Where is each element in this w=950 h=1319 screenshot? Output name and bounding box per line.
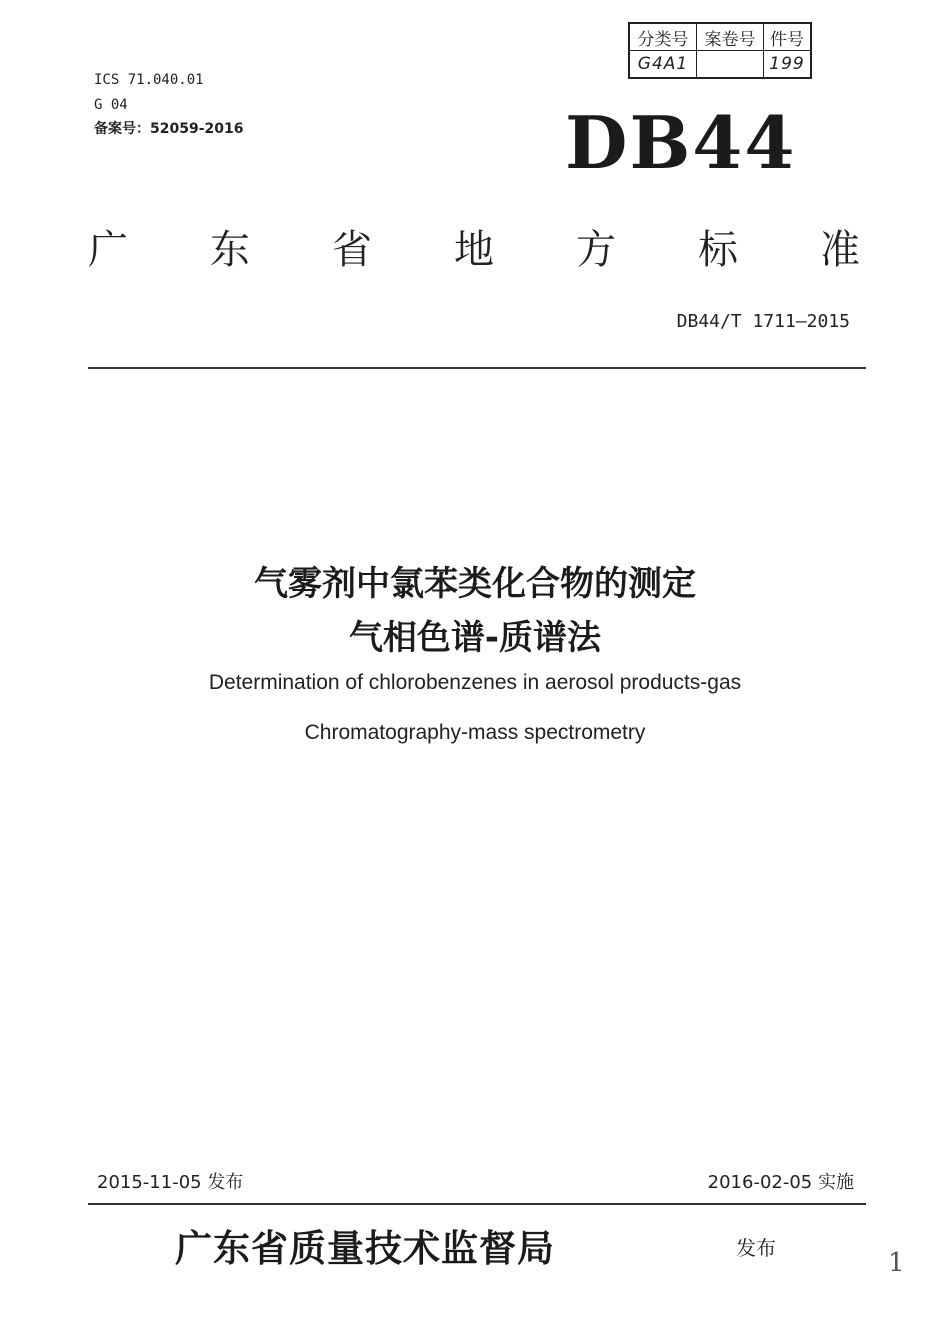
standard-type-char: 标 [698, 227, 738, 273]
title-cn-line1: 气雾剂中氯苯类化合物的测定 [254, 564, 696, 604]
category-code: G 04 [94, 97, 128, 113]
title-cn-line2: 气相色谱-质谱法 [348, 618, 602, 658]
standard-type [88, 218, 860, 275]
standard-type-char: 东 [210, 227, 250, 273]
publish-date: 2015-11-05 发布 [97, 1172, 244, 1193]
standard-type-char: 广 [88, 227, 128, 273]
archive-stamp-classification-value: G4A1 [629, 51, 697, 79]
archive-stamp-volume-value [697, 51, 764, 79]
archive-stamp-value-row [629, 51, 811, 79]
ics-code: ICS 71.040.01 [94, 72, 204, 88]
issuer-name: 广东省质量技术监督局 [175, 1226, 555, 1270]
header-divider [88, 367, 866, 369]
standard-type-char: 方 [576, 227, 616, 273]
archive-stamp-header-item: 件号 [764, 23, 812, 51]
standard-code: DB44 [565, 100, 797, 185]
title-en-line2: Chromatography-mass spectrometry [304, 721, 646, 744]
effective-date: 2016-02-05 实施 [707, 1172, 854, 1193]
issuer-suffix: 发布 [736, 1236, 776, 1260]
title-en-line1: Determination of chlorobenzenes in aerosol products-gas [208, 671, 742, 694]
standard-type-char: 地 [454, 227, 494, 273]
archive-stamp-header-row [629, 23, 811, 51]
archive-stamp-header-volume: 案卷号 [697, 23, 764, 51]
footer-divider [88, 1203, 866, 1205]
standard-number: DB44/T 1711—2015 [676, 311, 850, 332]
archive-stamp-item-value: 199 [764, 51, 812, 79]
page-number: 1 [888, 1248, 905, 1278]
standard-type-char: 省 [332, 227, 372, 273]
archive-stamp [628, 22, 812, 79]
archive-stamp-header-classification: 分类号 [629, 23, 697, 51]
standard-type-char: 准 [820, 227, 860, 273]
filing-number: 备案号：52059-2016 [94, 121, 244, 137]
